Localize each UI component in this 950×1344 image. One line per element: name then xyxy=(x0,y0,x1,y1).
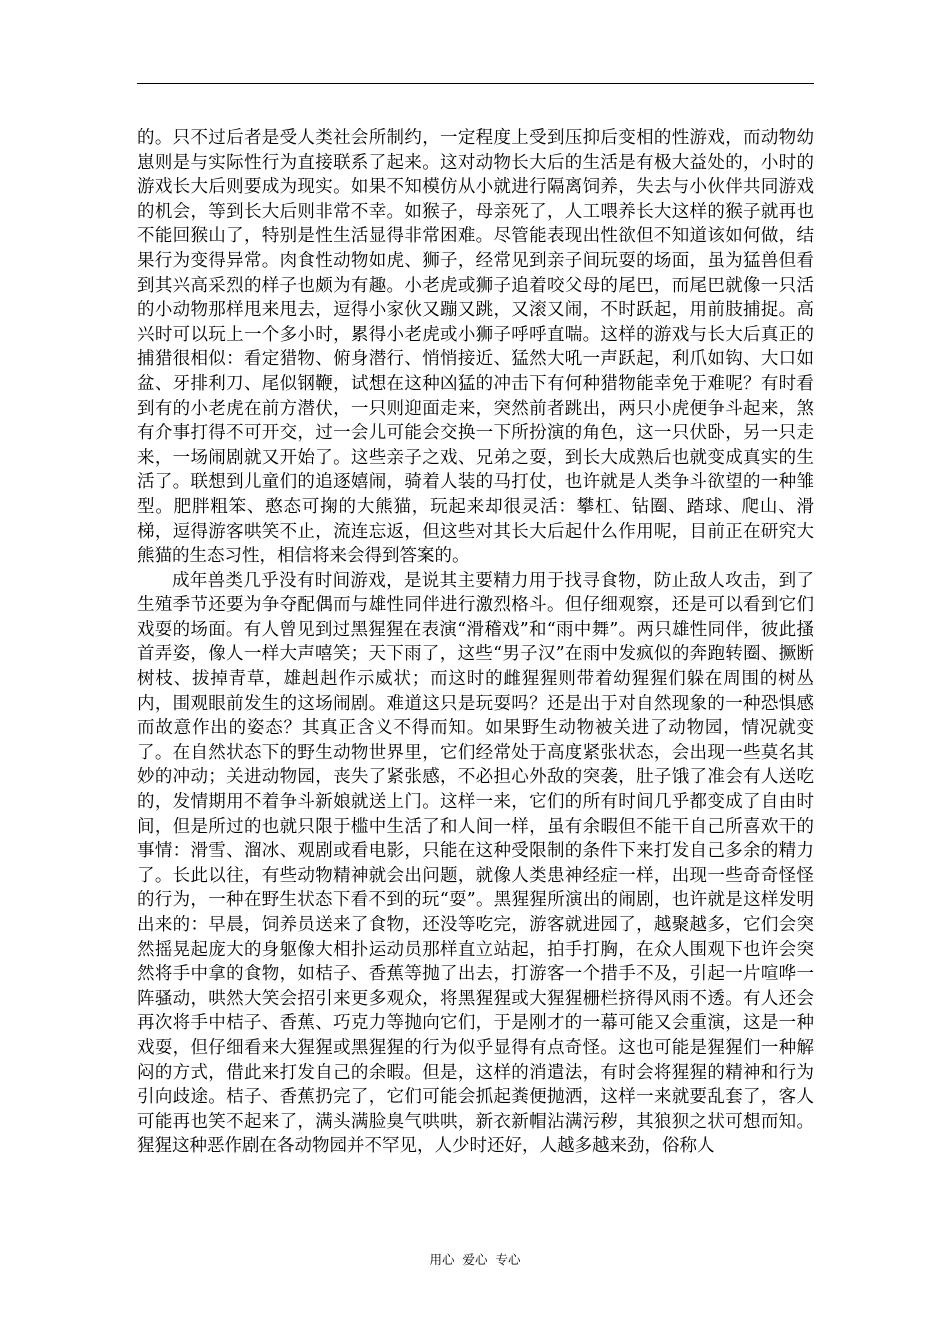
document-body xyxy=(137,126,814,1159)
header-rule xyxy=(137,83,814,84)
page-footer: 用心 爱心 专心 xyxy=(429,1252,521,1267)
paragraph: 成年兽类几乎没有时间游戏，是说其主要精力用于找寻食物，防止敌人攻击，到了生殖季节还要为争夺配偶而与雄性同伴进行激烈格斗。但仔细观察，还是可以看到它们戏耍的场面。有人曾见到过黑猩猩在表演“滑稽戏”和“雨中舞”。两只雄性同伴，彼此搔首弄姿，像人一样大声嘻笑；天下雨了，这些“男子汉”在雨中发疯似的奔跑转圈、撅断树枝、拔掉青草，雄赳赳作示威状；而这时的雌猩猩则带着幼猩猩们躲在周围的树丛内，围观眼前发生的这场闹剧。难道这只是玩耍吗？还是出于对自然现象的一种恐惧感而故意作出的姿态？其真正含义不得而知。如果野生动物被关进了动物园，情况就变了。在自然状态下的野生动物世界里，它们经常处于高度紧张状态，会出现一些莫名其妙的冲动；关进动物园，丧失了紧张感，不必担心外敌的突袭，肚子饿了准会有人送吃的，发情期用不着争斗新娘就送上门。这样一来，它们的所有时间几乎都变成了自由时间，但是所过的也就只限于槛中生活了和人间一样，虽有余暇但不能干自己所喜欢干的事情：滑雪、溜冰、观剧或看电影，只能在这种受限制的条件下来打发自己多余的精力了。长此以往，有些动物精神就会出问题，就像人类患神经症一样，出现一些奇奇怪怪的行为，一种在野生状态下看不到的玩“耍”。黑猩猩所演出的闹剧，也许就是这样发明出来的：早晨，饲养员送来了食物，还没等吃完，游客就进园了，越聚越多，它们会突然摇晃起庞大的身躯像大相扑运动员那样直立站起，拍手打胸，在众人围观下也许会突然将手中拿的食物，如桔子、香蕉等抛了出去，打游客一个措手不及，引起一片喧哗一阵骚动，哄然大笑会招引来更多观众，将黑猩猩或大猩猩栅栏挤得风雨不透。有人还会再次将手中桔子、香蕉、巧克力等抛向它们，于是刚才的一幕可能又会重演，这是一种戏耍，但仔细看来大猩猩或黑猩猩的行为似乎显得有点奇怪。这也可能是猩猩们一种解闷的方式，借此来打发自己的余暇。但是，这样的消遣法，有时会将猩猩的精神和行为引向歧途。桔子、香蕉扔完了，它们可能会抓起粪便抛洒，这样一来就要乱套了，客人可能再也笑不起来了，满头满脸臭气哄哄，新衣新帽沾满污秽，其狼狈之状可想而知。猩猩这种恶作剧在各动物园并不罕见，人少时还好，人越多越来劲，俗称人 xyxy=(137,570,814,1157)
paragraph: 的。只不过后者是受人类社会所制约，一定程度上受到压抑后变相的性游戏，而动物幼崽则是与实际性行为直接联系了起来。这对动物长大后的生活是有极大益处的，小时的游戏长大后则要成为现实。如果不知模仿从小就进行隔离饲养，失去与小伙伴共同游戏的机会，等到长大后则非常不幸。如猴子，母亲死了，人工喂养长大这样的猴子就再也不能回猴山了，特别是性生活显得非常困难。尽管能表现出性欲但不知道该如何做，结果行为变得异常。肉食性动物如虎、狮子，经常见到亲子间玩耍的场面，虽为猛兽但看到其兴高采烈的样子也颇为有趣。小老虎或狮子追着咬父母的尾巴，而尾巴就像一只活的小动物那样甩来甩去，逗得小家伙又蹦又跳，又滚又闹，不时跃起，用前肢捕捉。高兴时可以玩上一个多小时，累得小老虎或小狮子呼呼直喘。这样的游戏与长大后真正的捕猎很相似：看定猎物、俯身潜行、悄悄接近、猛然大吼一声跃起，利爪如钩、大口如盆、牙排利刀、尾似钢鞭，试想在这种凶猛的冲击下有何种猎物能幸免于难呢？有时看到有的小老虎在前方潜伏，一只则迎面走来，突然前者跳出，两只小虎便争斗起来，煞有介事打得不可开交，过一会儿可能会交换一下所扮演的角色，这一只伏卧，另一只走来，一场闹剧就又开始了。这些亲子之戏、兄弟之耍，到长大成熟后也就变成真实的生活了。联想到儿童们的追逐嬉闹，骑着人装的马打仗，也许就是人类争斗欲望的一种雏型。肥胖粗笨、憨态可掬的大熊猫，玩起来却很灵活：攀杠、钻圈、踏球、爬山、滑梯，逗得游客哄笑不止，流连忘返，但这些对其长大后起什么作用呢，目前正在研究大熊猫的生态习性，相信将来会得到答案的。 xyxy=(137,128,814,567)
